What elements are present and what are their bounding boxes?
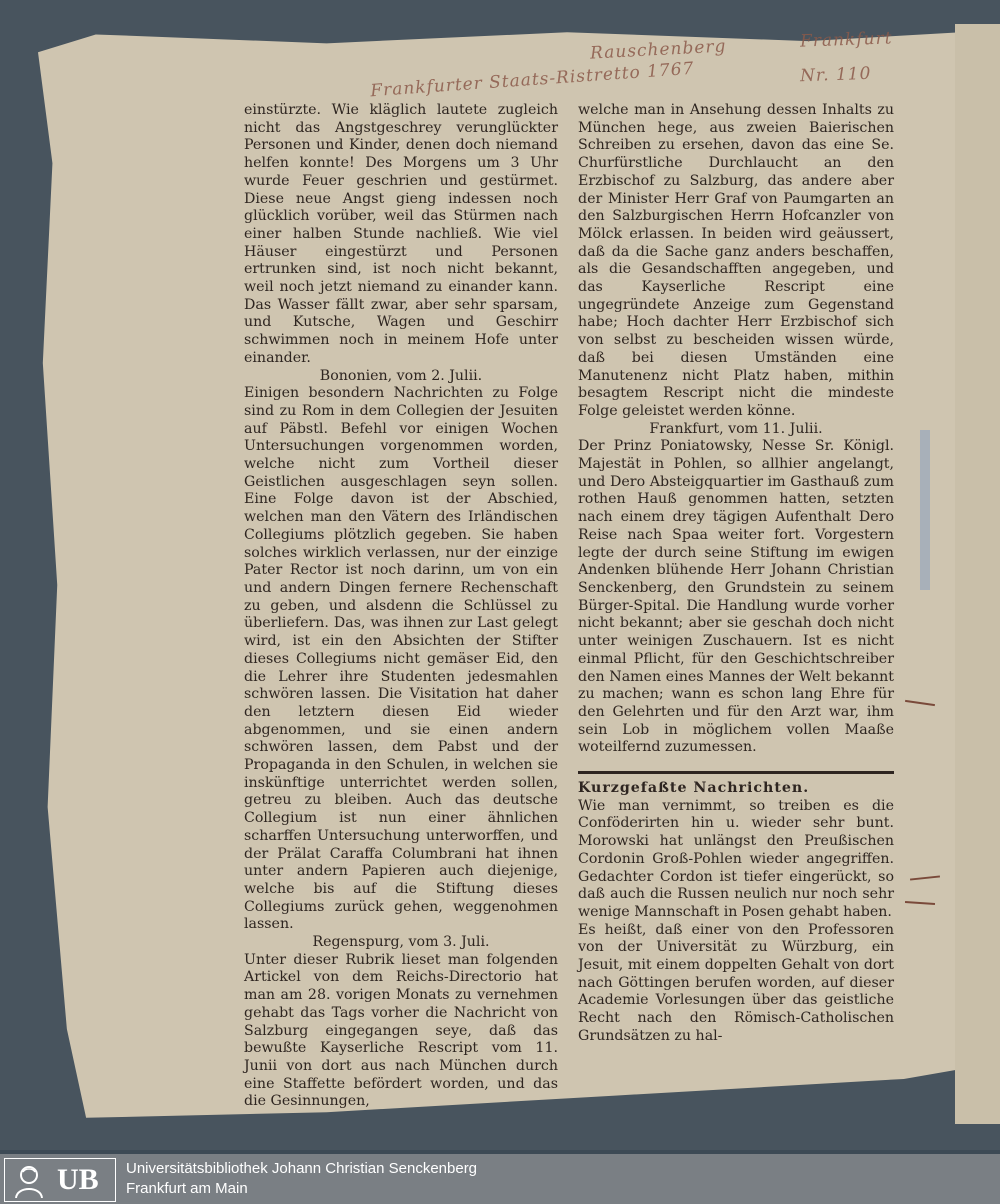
library-name[interactable]: Universitätsbibliothek Johann Christian Senckenberg xyxy=(126,1160,478,1177)
right-text-column xyxy=(578,102,894,1046)
section-title: Kurzgefaßte Nachrichten. xyxy=(578,780,810,797)
handwritten-note: Frankfurt xyxy=(799,28,893,52)
library-location: Frankfurt am Main xyxy=(126,1180,248,1197)
article-paragraph: Einigen besondern Nachrichten zu Folge sind zu Rom in dem Collegien der Jesuiten auf Päbstl. Befehl vor einigen Wochen Untersuchungen vorgenommen worden, welche nicht zum Vortheil dieser Geistlichen ausgeschlagen seyn sollen. Eine Folge davon ist der Abschied, welchen man den Vätern des Irländischen Collegiums plötzlich gegeben. Sie haben solches wirklich verlassen, nur der einzige Pater Rector ist noch darinn, um von ein und andern Dingen fernere Rechenschaft zu geben, und alsdenn die Schlüssel zu überliefern. Das, was ihnen zur Last gelegt wird, ist ein den Absichten der Stifter dieses Collegiums nicht gemäser Eid, den die Lehrer ihre Studenten jedesmahlen schwören lassen. Die Visitation hat daher den letztern diesen Eid wieder abgenommen, und sie einen andern schwören lassen, dem Pabst und der Propaganda in den Schulen, in welchen sie inskünftige unterrichtet werden sollen, getreu zu bleiben. Auch das deutsche Collegium ist nun einer ähnlichen scharffen Untersuchung unterworffen, und der Prälat Caraffa Columbrani hat ihnen unter andern Papieren auch diejenige, welche bis auf die Stiftung dieses Collegiums zurück gehen, weggenohmen lassen. xyxy=(244,385,558,933)
ub-logo[interactable] xyxy=(4,1158,116,1202)
left-text-column xyxy=(244,102,558,1111)
portrait-icon xyxy=(11,1162,47,1198)
article-paragraph: Der Prinz Poniatowsky, Nesse Sr. Königl. Majestät in Pohlen, so allhier angelangt, und Dero Absteigquartier im Gasthauß zum rothen Hauß genommen hatten, setzten nach einem drey tägigen Aufenthalt Dero Reise nach Spaa weiter fort. Vorgestern legte der durch seine Stiftung im ewigen Andenken blühende Herr Johann Christian Senckenberg, den Grundstein zu seinem Bürger-Spital. Die Handlung wurde vorher nicht bekannt; aber sie geschah doch nicht unter weinigen Zuschauern. Ist es nicht einmal Pflicht, für den Geschichtschreiber den Namen eines Mannes der Welt bekannt zu machen; wann es schon lang Ehre für den Gelehrten und für den Arzt war, ihm sein Lob in möglichem vollen Maaße woteilfernd zuzumessen. xyxy=(578,438,894,756)
article-paragraph: welche man in Ansehung dessen Inhalts zu München hege, aus zweien Baierischen Schreiben zu ersehen, davon das eine Se. Churfürstliche Durchlaucht an den Erzbischof zu Salzburg, das andere aber der Minister Herr Graf von Paumgarten an den Salzburgischen Herrn Hofcanzler von Mölck erlassen. In beiden wird geäussert, daß da die Sache ganz anders beschaffen, als die Gesandschafften angegeben, und das Kayserliche Rescript eine ungegründete Anzeige zum Gegenstand habe; Hoch dachter Herr Erzbischof sich von selbst zu bescheiden wissen würde, daß bei diesen Umständen eine Manutenenz nicht Platz haben, mithin besagtem Rescript nicht die mindeste Folge geleistet werden könne. xyxy=(578,102,894,419)
section-divider xyxy=(578,771,894,774)
dateline: Bononien, vom 2. Julii. xyxy=(319,367,483,384)
ub-logo-text: UB xyxy=(57,1163,99,1196)
article-paragraph: einstürzte. Wie kläglich lautete zugleich nicht das Angstgeschrey verunglückter Personen und Kinder, denen doch niemand helfen konnte! Des Morgens um 3 Uhr wurde Feuer geschrien und gestürmet. Diese neue Angst gieng indessen noch glücklich vorüber, weil das Stürmen nach einer halben Stunde nachließ. Wie viel Häuser eingestürzt und Personen ertrunken sind, ist noch nicht bekannt, weil noch jetzt niemand zu einander kann. Das Wasser fällt zwar, aber sehr sparsam, und Kutsche, Wagen und Geschirr schwimmen noch in meinem Hofe unter einander. xyxy=(244,102,558,366)
article-paragraph: Unter dieser Rubrik lieset man folgenden Artickel von dem Reichs-Directorio hat man am 28. vorigen Monats zu vernehmen gehabt das Tags vorher die Nachricht von Salzburg eingegangen seye, daß das bewußte Kayserliche Rescript vom 11. Junii von dort aus nach München durch eine Staffette befördert worden, und das die Gesinnungen, xyxy=(244,951,558,1110)
dateline: Frankfurt, vom 11. Julii. xyxy=(649,420,823,437)
article-paragraph: Wie man vernimmt, so treiben es die Conföderirten hin u. wieder sehr bunt. Morowski hat unlängst den Preußischen Cordonin Groß-Pohlen wieder angegriffen. Gedachter Cordon ist tiefer eingerückt, so daß auch die Russen neulich nur noch sehr wenige Mannschaft in Posen gehabt haben. xyxy=(578,797,894,920)
handwritten-note: Frankfurter Staats-Ristretto 1767 xyxy=(369,58,696,102)
dateline: Regenspurg, vom 3. Juli. xyxy=(312,934,490,951)
blue-stain xyxy=(920,430,930,590)
handwritten-note: Nr. 110 xyxy=(799,63,872,87)
article-paragraph: Es heißt, daß einer von den Professoren von der Universität zu Würzburg, ein Jesuit, mit einem doppelten Gehalt von dort nach Göttingen berufen worden, auf dieser Academie Vorlesungen über das geistliche Recht nach den Römisch-Catholischen Grundsätzen zu hal- xyxy=(578,921,894,1044)
handwritten-note: Rauschenberg xyxy=(589,36,727,64)
library-footer xyxy=(0,1154,1000,1204)
adjacent-page-edge xyxy=(955,24,1000,1124)
